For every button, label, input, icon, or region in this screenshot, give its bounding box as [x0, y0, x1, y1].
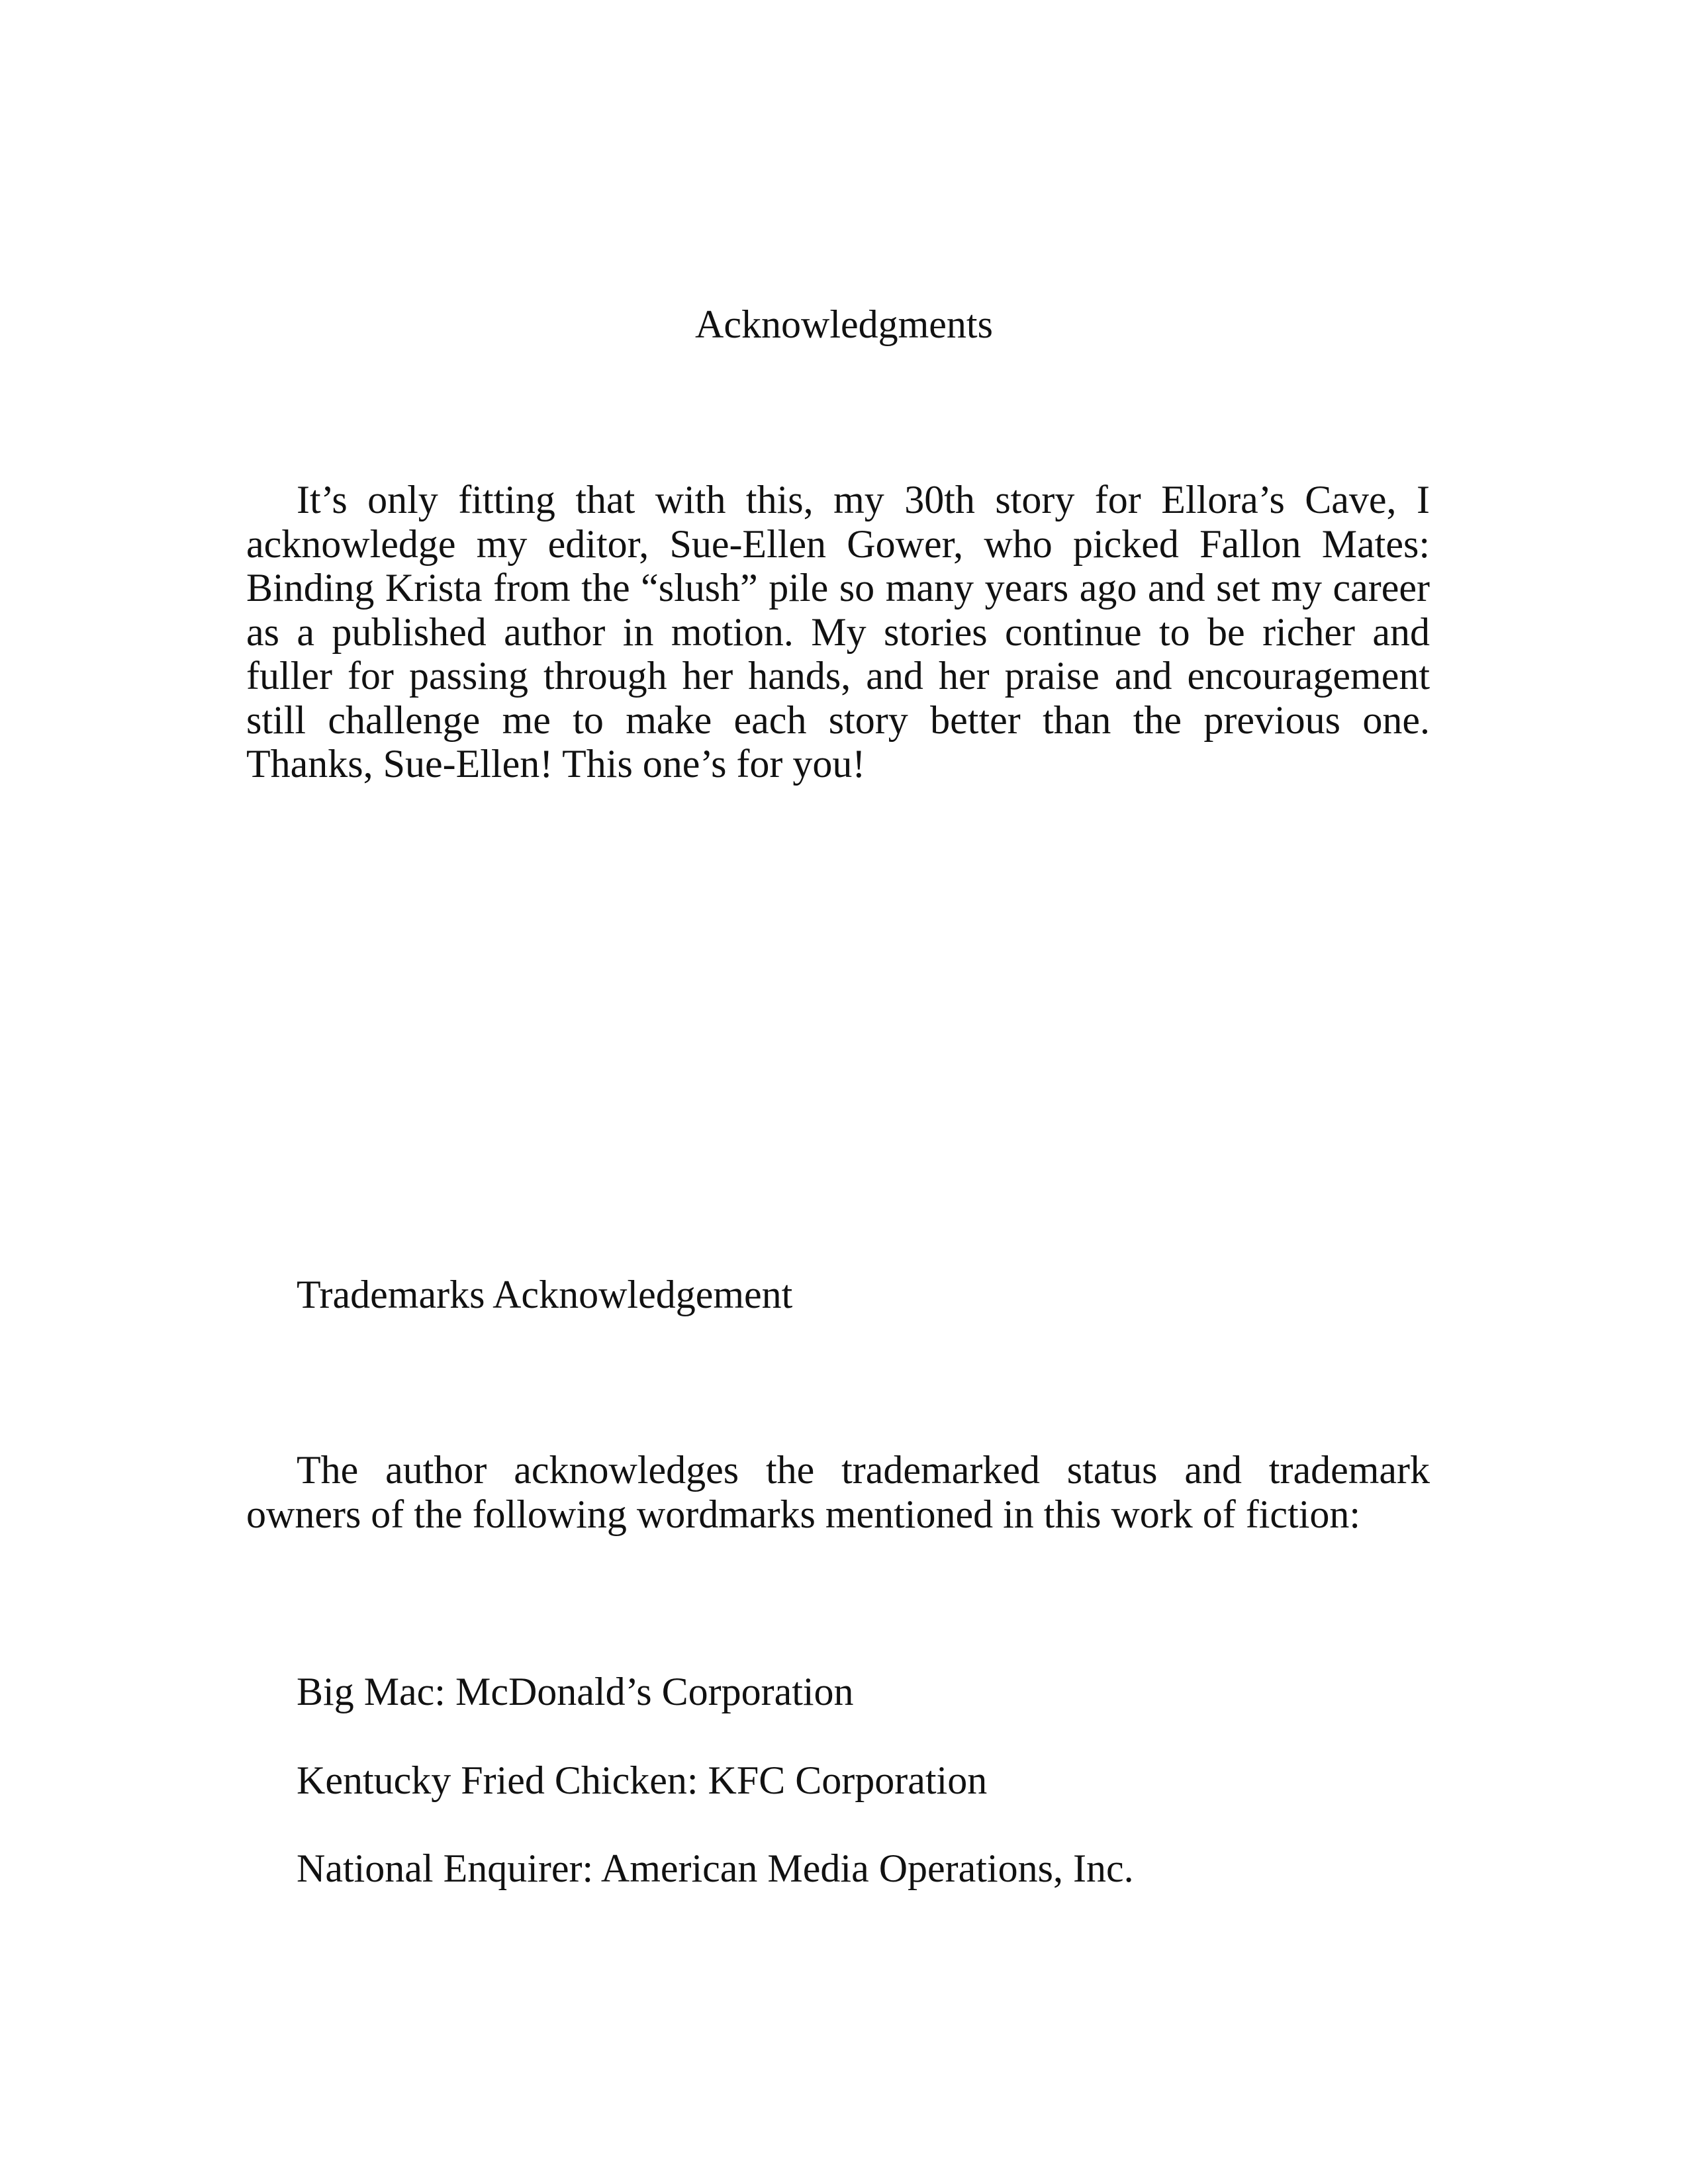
trademark-list-item: Big Mac: McDonald’s Corporation [297, 1670, 854, 1713]
trademarks-heading: Trademarks Acknowledgement [297, 1273, 793, 1316]
trademark-list-item: Kentucky Fried Chicken: KFC Corporation [297, 1758, 988, 1802]
acknowledgments-heading: Acknowledgments [695, 302, 993, 346]
acknowledgments-paragraph: It’s only fitting that with this, my 30th story for Ellora’s Cave, I acknowledge my editor, Sue-Ellen Gower, who picked Fallon Mates: Binding Krista from the “slush” pile so many years ago and set my career as a published author in motion. My stories continue to be richer and fuller for passing through her hands, and her praise and encouragement still challenge me to make each story better than the previous one. Thanks, Sue-Ellen! This one’s for you! [246, 478, 1430, 786]
trademarks-intro-paragraph: The author acknowledges the trademarked status and trademark owners of the following wordmarks mentioned in this work of fiction: [246, 1448, 1430, 1536]
trademark-list-item: National Enquirer: American Media Operations, Inc. [297, 1846, 1134, 1890]
